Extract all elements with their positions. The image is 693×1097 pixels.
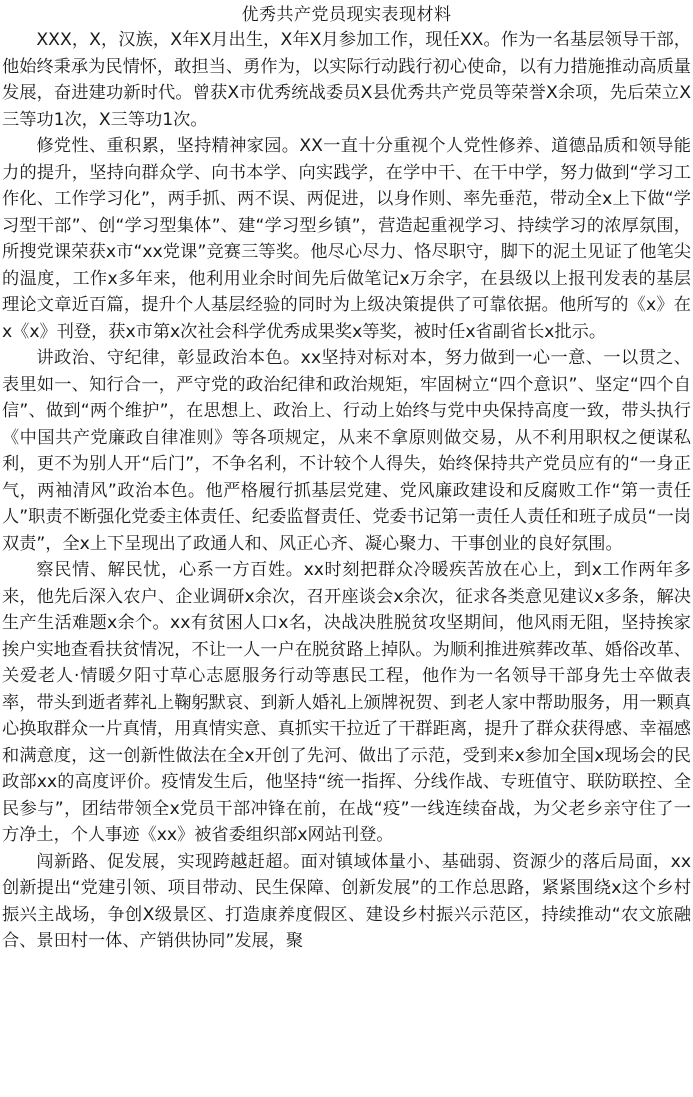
document	[2, 0, 691, 955]
paragraph-development: 闯新路、促发展，实现跨越赶超。面对镇域体量小、基础弱、资源少的落后局面，xx创新提出“党建引领、项目带动、民生保障、创新发展”的工作总思路，紧紧围绕x这个乡村振兴主战场，争创X级景区、打造康养度假区、建设乡村振兴示范区，持续推动“农文旅融合、景田村一体、产销供协同”发展，聚	[2, 851, 691, 951]
document-title: 优秀共产党员现实表现材料	[241, 5, 452, 25]
paragraph-party-spirit: 修党性、重积累，坚持精神家园。XX一直十分重视个人党性修养、道德品质和领导能力的提升，坚持向群众学、向书本学、向实践学，在学中干、在干中学，努力做到“学习工作化、工作学习化”，两手抓、两不误、两促进，以身作则、率先垂范，带动全x上下做“学习型干部”、创“学习型集体”、建“学习型乡镇”，营造起重视学习、持续学习的浓厚氛围，所搜党课荣获x市“xx党课”竞赛三等奖。他尽心尽力、恪尽职守，脚下的泥土见证了他笔尖的温度，工作x多年来，他利用业余时间先后做笔记x万余字，在县级以上报刊发表的基层理论文章近百篇，提升个人基层经验的同时为上级决策提供了可靠依据。他所写的《x》在x《x》刊登，获x市第x次社会科学优秀成果奖x等奖，被时任x省副省长x批示。	[2, 136, 691, 342]
paragraph-politics-discipline: 讲政治、守纪律，彰显政治本色。xx坚持对标对本，努力做到一心一意、一以贯之、表里如一、知行合一，严守党的政治纪律和政治规矩，牢固树立“四个意识”、坚定“四个自信”、做到“两个维护”，在思想上、政治上、行动上始终与党中央保持高度一致，带头执行《中国共产党廉政自律准则》等各项规定，从来不拿原则做交易，从不利用职权之便谋私利，更不为别人开“后门”，不争名利，不计较个人得失，始终保持共产党员应有的“一身正气，两袖清风”政治本色。他严格履行抓基层党建、党风廉政建设和反腐败工作“第一责任人”职责不断强化党委主体责任、纪委监督责任、党委书记第一责任人责任和班子成员“一岗双责”，全x上下呈现出了政通人和、风正心齐、凝心聚力、干事创业的良好氛围。	[2, 348, 691, 554]
paragraph-people-livelihood: 察民情、解民忧，心系一方百姓。xx时刻把群众冷暖疾苦放在心上，到x工作两年多来，他先后深入农户、企业调研x余次，召开座谈会x余次，征求各类意见建议x多条，解决生产生活难题x余个。xx有贫困人口x名，决战决胜脱贫攻坚期间，他风雨无阻，坚持挨家挨户实地查看扶贫情况，不让一人一户在脱贫路上掉队。为顺利推进殡葬改革、婚俗改革、关爱老人·情暖夕阳寸草心志愿服务行动等惠民工程，他作为一名领导干部身先士卒做表率，带头到逝者葬礼上鞠躬默哀、到新人婚礼上颁牌祝贺、到老人家中帮助服务，用一颗真心换取群众一片真情，用真情实意、真抓实干拉近了干群距离，提升了群众获得感、幸福感和满意度，这一创新性做法在全x开创了先河、做出了示范，受到来x参加全国x现场会的民政部xx的高度评价。疫情发生后，他坚持“统一指挥、分线作战、专班值守、联防联控、全民参与”，团结带领全x党员干部冲锋在前，在战“疫”一线连续奋战，为父老乡亲守住了一方净土，个人事迹《xx》被省委组织部x网站刊登。	[2, 560, 691, 845]
paragraph-intro: XXX，X，汉族，X年X月出生，X年X月参加工作，现任XX。作为一名基层领导干部，他始终秉承为民情怀，敢担当、勇作为，以实际行动践行初心使命，以有力措施推动高质量发展，奋进建功新时代。曾获X市优秀统战委员X县优秀共产党员等荣誉X余项，先后荣立X三等功1次，X三等功1次。	[2, 30, 691, 130]
